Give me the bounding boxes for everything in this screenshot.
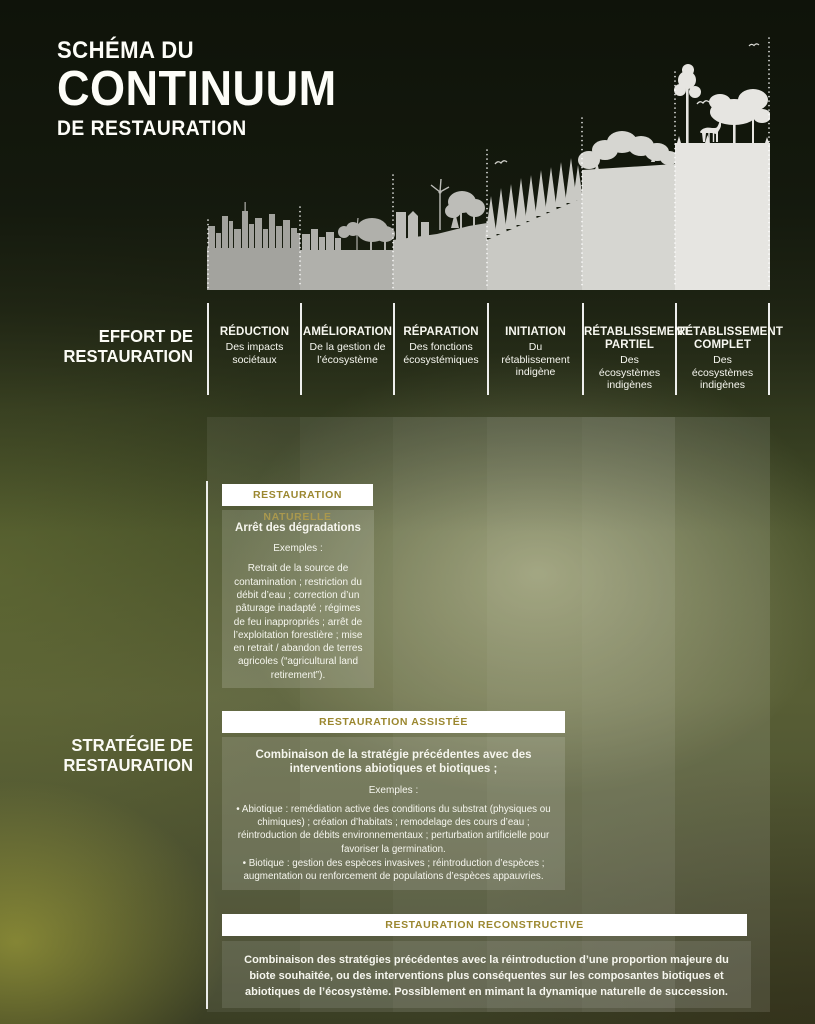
- bird-icon: [749, 44, 759, 46]
- effort-column-amelioration: [300, 303, 393, 395]
- conifer-forest-silhouette: [485, 158, 583, 290]
- effort-axis-line-2: RESTAURATION: [63, 345, 193, 366]
- title-line-2: CONTINUUM: [57, 62, 337, 117]
- effort-column-retablissement-partiel: [582, 303, 690, 395]
- box-content-restauration-naturelle: [222, 510, 374, 688]
- skyline-illustration: [207, 30, 770, 290]
- box-body: Combinaison des stratégies précédentes avec la réintroduction d’une proportion majeure du biote souhaitée, ou des interventions plus conséquentes sur les composantes biotiques et abiotiques de l’écosystème. Possiblement en mimant la dynamique naturelle de succession.: [244, 954, 729, 998]
- strategy-axis-line-1: STRATÉGIE DE: [71, 735, 193, 755]
- effort-column-subtitle: Des fonctions écosystémiques: [403, 341, 479, 366]
- title-line-1: SCHÉMA DU: [57, 37, 195, 64]
- effort-column-initiation: [487, 303, 582, 395]
- bird-icon: [495, 161, 507, 164]
- examples-label: Exemples :: [368, 784, 419, 796]
- effort-column-subtitle: Des écosystèmes indigènes: [691, 354, 754, 392]
- effort-column-title: INITIATION: [505, 326, 566, 338]
- strategy-axis-line-2: RESTAURATION: [63, 754, 193, 775]
- effort-column-title: RÉDUCTION: [219, 326, 290, 338]
- effort-column-subtitle: Du rétablissement indigène: [501, 341, 570, 378]
- bullet-abiotique: • Abiotique : remédiation active des conditions du substrat (physiques ou chimiques) ; création d’habitats ; remodelage des cours d’eau ; réintroduction de débits environnementaux ; perturbation artificielle pour favoriser la germination.: [234, 803, 553, 856]
- box-content-restauration-assistee: [222, 737, 565, 890]
- effort-column-title: RÉTABLISSEMENT COMPLET: [677, 326, 783, 352]
- bird-icon: [697, 101, 709, 104]
- box-title: Arrêt des dégradations: [235, 522, 361, 534]
- mature-forest-silhouette: [674, 44, 770, 290]
- effort-column-subtitle: De la gestion de l’écosystème: [309, 341, 386, 366]
- box-header-restauration-naturelle: RESTAURATION NATURELLE: [222, 484, 373, 506]
- effort-axis-label: [10, 327, 193, 366]
- wind-turbine-icon: [431, 179, 449, 230]
- effort-column-subtitle: Des écosystèmes indigènes: [598, 354, 661, 392]
- box-header-restauration-assistee: RESTAURATION ASSISTÉE: [222, 711, 565, 733]
- bullet-biotique: • Biotique : gestion des espèces invasives ; réintroduction d’espèces ; augmentation ou renforcement de populations d’espèces appauvries.: [234, 857, 553, 884]
- effort-column-reduction: [207, 303, 300, 395]
- shrub-silhouette: [578, 131, 678, 290]
- box-title: Combinaison de la stratégie précédentes avec des interventions abiotiques et biotiques ;: [255, 749, 532, 776]
- effort-column-reparation: [393, 303, 487, 395]
- examples-label: Exemples :: [273, 543, 323, 555]
- effort-column-title: RÉPARATION: [403, 326, 479, 338]
- effort-columns: [207, 303, 783, 395]
- effort-column-subtitle: Des impacts sociétaux: [225, 341, 284, 366]
- strategy-axis-label: [10, 736, 193, 775]
- city-silhouette: [207, 202, 300, 290]
- effort-column-title: AMÉLIORATION: [302, 326, 393, 338]
- box-header-restauration-reconstructive: RESTAURATION RECONSTRUCTIVE: [222, 914, 747, 936]
- effort-column-retablissement-complet: [675, 303, 783, 395]
- effort-column-title: RÉTABLISSEMENT PARTIEL: [584, 326, 690, 352]
- box-body: Retrait de la source de contamination ; restriction du débit d’eau ; correction d’un pâturage inadapté ; régimes de feu inappropriés ; arrêt de l’exploitation forestière ; mise en retrait / abandon de terres agricoles (“agricultural land retirement”).: [233, 563, 363, 681]
- box-bullets: [234, 803, 553, 884]
- box-content-restauration-reconstructive: [222, 941, 751, 1008]
- strategy-axis-divider: [206, 481, 208, 1009]
- title-line-3: DE RESTAURATION: [57, 117, 247, 141]
- transition-silhouette: [393, 179, 487, 290]
- suburb-silhouette: [300, 218, 395, 290]
- effort-axis-line-1: EFFORT DE: [98, 326, 193, 346]
